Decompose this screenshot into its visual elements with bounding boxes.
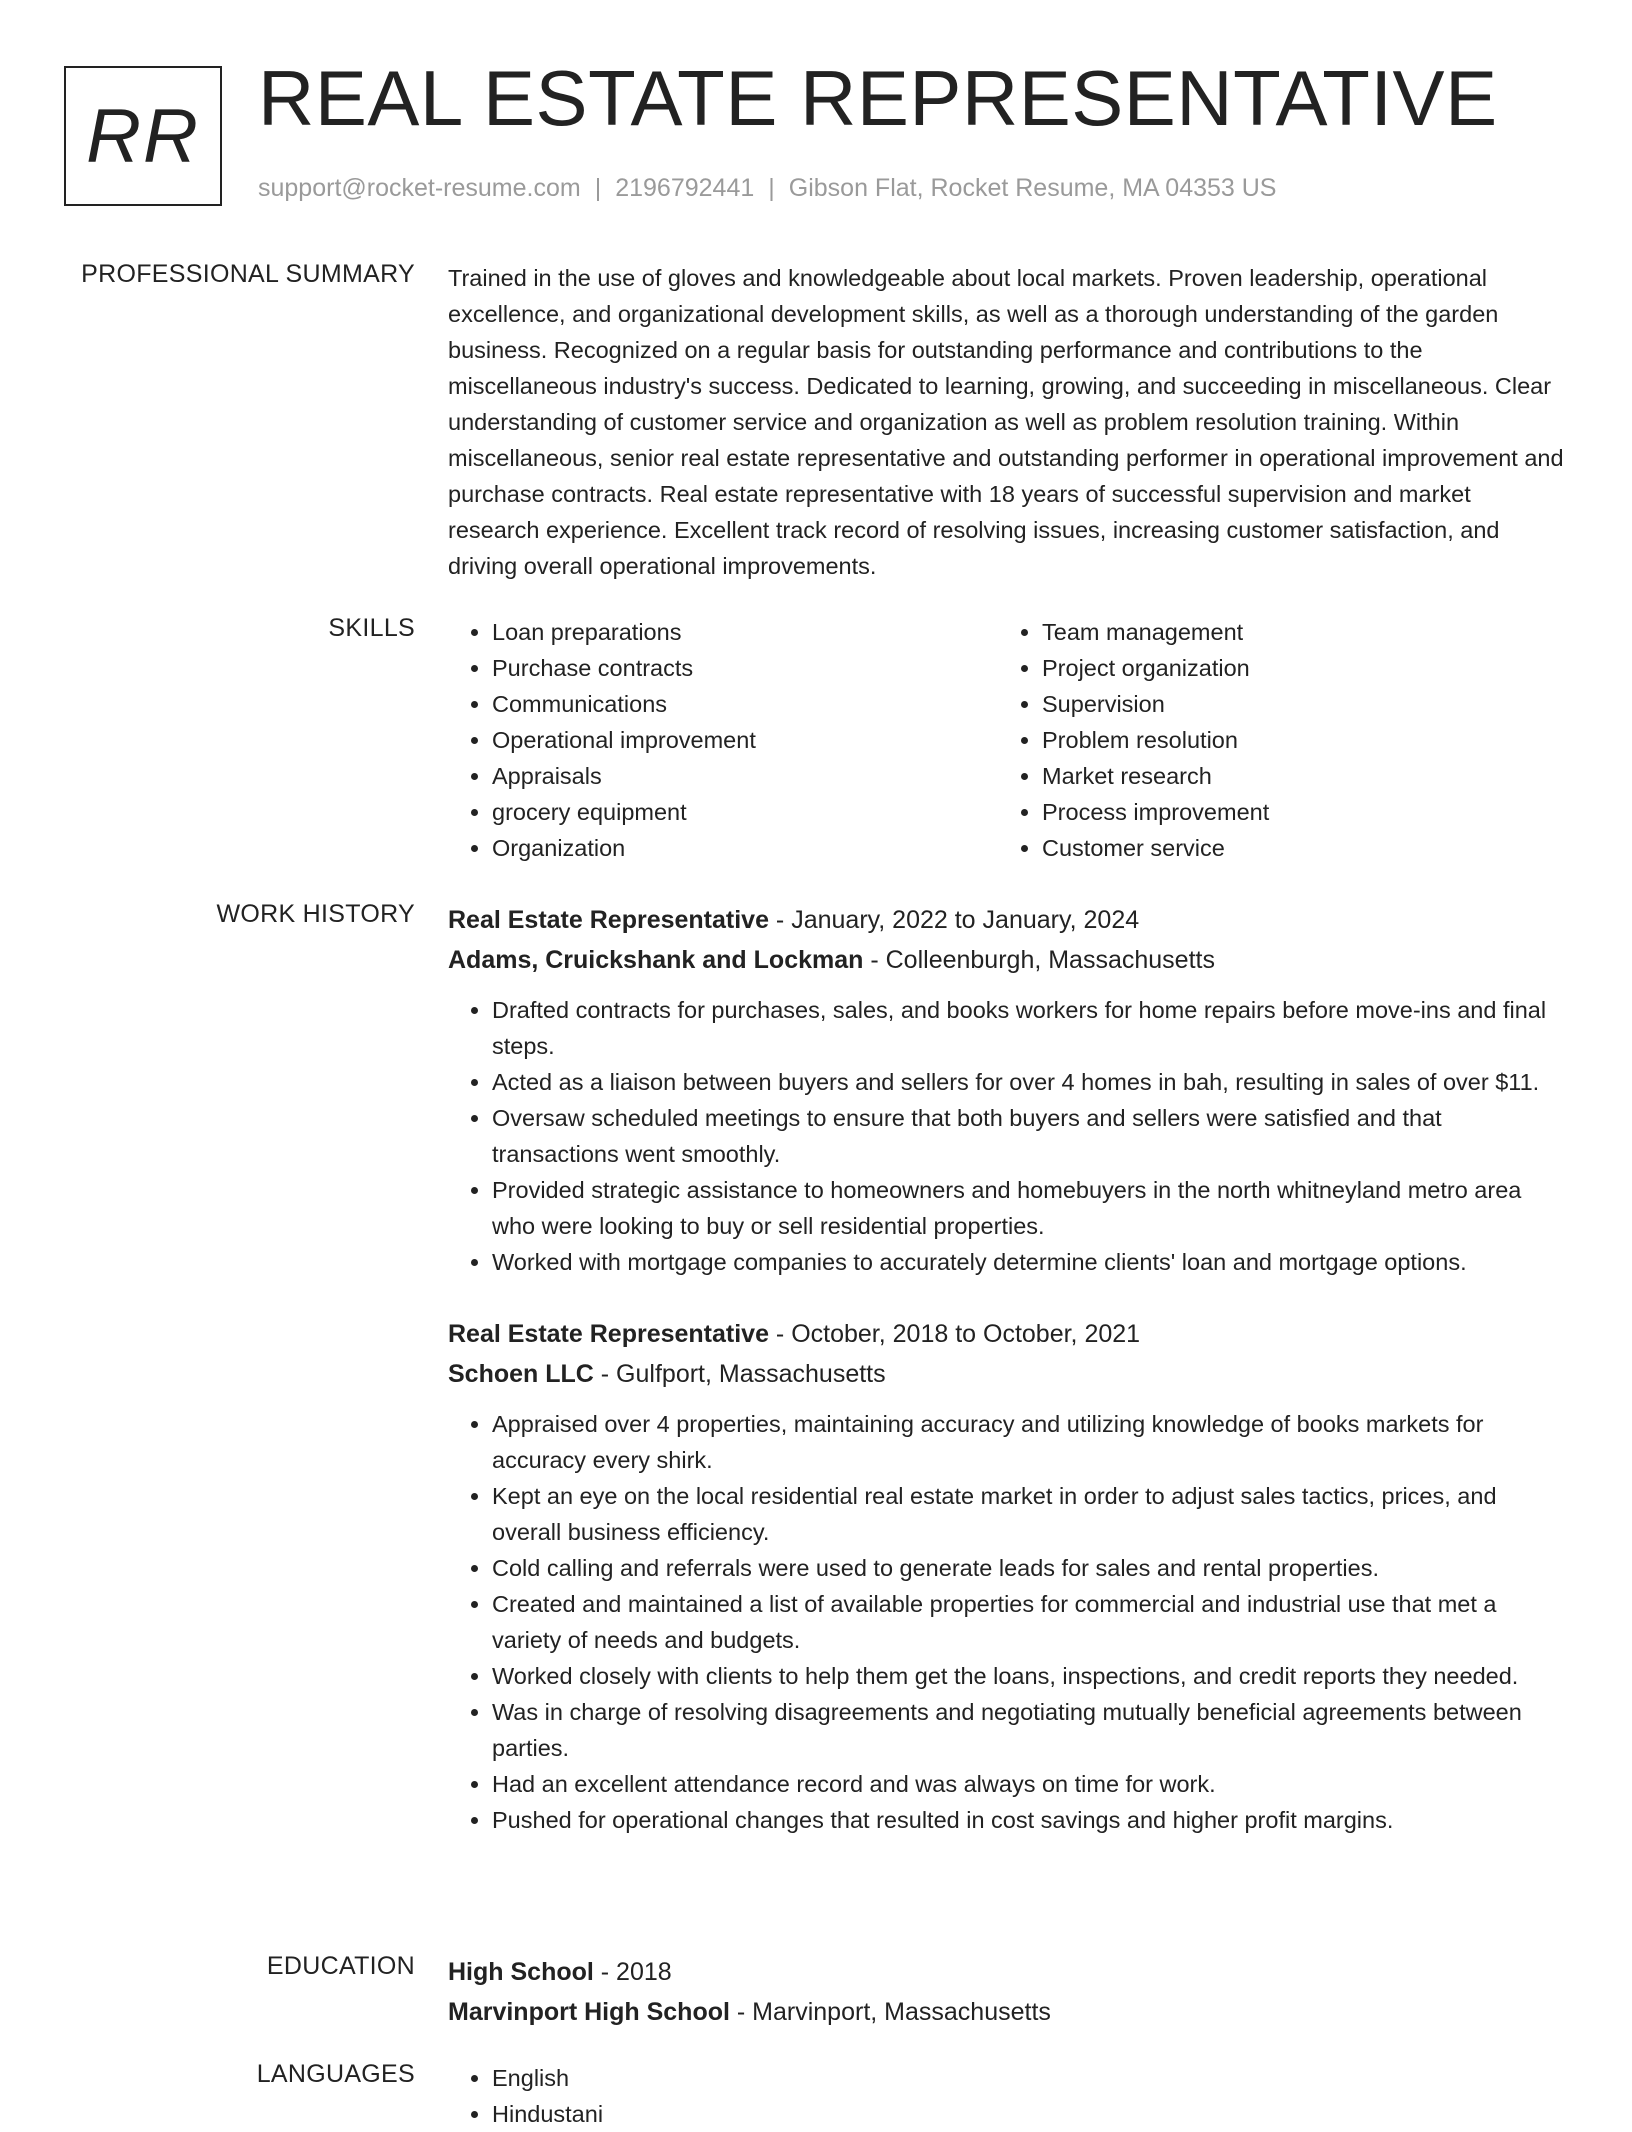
job-company: Schoen LLC bbox=[448, 1360, 594, 1388]
contact-email[interactable]: support@rocket-resume.com bbox=[258, 174, 581, 202]
skill-item: • Organization bbox=[492, 830, 998, 866]
skills-list-right bbox=[998, 614, 1548, 866]
job-entry bbox=[448, 900, 1568, 1280]
skill-item: • Problem resolution bbox=[1042, 722, 1548, 758]
section-label-languages: LANGUAGES bbox=[256, 2060, 415, 2088]
job-dates: - October, 2018 to October, 2021 bbox=[768, 1320, 1141, 1348]
job-dates: - January, 2022 to January, 2024 bbox=[768, 906, 1140, 934]
job-location: - Colleenburgh, Massachusetts bbox=[863, 946, 1215, 974]
skill-item: • Team management bbox=[1042, 614, 1548, 650]
monogram-box bbox=[64, 66, 222, 206]
languages-list bbox=[448, 2060, 1568, 2132]
job-entry bbox=[448, 1314, 1568, 1838]
language-item: • Hindustani bbox=[492, 2096, 1568, 2132]
job-bullet: • Had an excellent attendance record and was always on time for work. bbox=[492, 1766, 1568, 1802]
contact-phone[interactable]: 2196792441 bbox=[615, 174, 755, 202]
skill-item: • Loan preparations bbox=[492, 614, 998, 650]
contact-separator: | bbox=[594, 174, 602, 202]
job-bullet: • Provided strategic assistance to homeowners and homebuyers in the north whitneyland metro area who were looking to buy or sell residential properties. bbox=[492, 1172, 1568, 1244]
job-bullet: • Created and maintained a list of available properties for commercial and industrial use that met a variety of needs and budgets. bbox=[492, 1586, 1568, 1658]
contact-separator: | bbox=[768, 174, 775, 202]
skill-item: • Purchase contracts bbox=[492, 650, 998, 686]
job-bullets bbox=[448, 1406, 1568, 1838]
job-bullet: • Oversaw scheduled meetings to ensure that both buyers and sellers were satisfied and that transactions went smoothly. bbox=[492, 1100, 1568, 1172]
job-title: Real Estate Representative bbox=[448, 906, 769, 934]
section-label-skills: SKILLS bbox=[328, 614, 415, 642]
job-company-line bbox=[448, 940, 1568, 980]
skill-item: • Process improvement bbox=[1042, 794, 1548, 830]
job-title-line bbox=[448, 1314, 1568, 1354]
job-bullet: • Worked closely with clients to help them get the loans, inspections, and credit reports they needed. bbox=[492, 1658, 1568, 1694]
job-title-line bbox=[448, 900, 1568, 940]
contact-line bbox=[258, 174, 1277, 203]
job-company: Adams, Cruickshank and Lockman bbox=[448, 946, 864, 974]
education-school: Marvinport High School bbox=[448, 1998, 730, 2026]
job-title: Real Estate Representative bbox=[448, 1320, 769, 1348]
skill-item: • Operational improvement bbox=[492, 722, 998, 758]
resume-title: REAL ESTATE REPRESENTATIVE bbox=[258, 54, 1498, 142]
education-location: - Marvinport, Massachusetts bbox=[729, 1998, 1051, 2026]
section-label-education: EDUCATION bbox=[266, 1952, 415, 1980]
job-bullet: • Drafted contracts for purchases, sales, and books workers for home repairs before move-ins and final steps. bbox=[492, 992, 1568, 1064]
skills-list-left bbox=[448, 614, 998, 866]
job-bullets bbox=[448, 992, 1568, 1280]
monogram-initials: RR bbox=[86, 93, 200, 179]
education-year: - 2018 bbox=[593, 1958, 672, 1986]
job-bullet: • Cold calling and referrals were used to generate leads for sales and rental properties. bbox=[492, 1550, 1568, 1586]
skill-item: • Project organization bbox=[1042, 650, 1548, 686]
skill-item: • grocery equipment bbox=[492, 794, 998, 830]
job-bullet: • Pushed for operational changes that resulted in cost savings and higher profit margins. bbox=[492, 1802, 1568, 1838]
education-school-line bbox=[448, 1992, 1568, 2032]
skill-item: • Customer service bbox=[1042, 830, 1548, 866]
job-company-line bbox=[448, 1354, 1568, 1394]
skill-item: • Supervision bbox=[1042, 686, 1548, 722]
section-label-summary: PROFESSIONAL SUMMARY bbox=[81, 260, 415, 288]
job-bullet: • Was in charge of resolving disagreements and negotiating mutually beneficial agreements between parties. bbox=[492, 1694, 1568, 1766]
job-location: - Gulfport, Massachusetts bbox=[593, 1360, 886, 1388]
language-item: • English bbox=[492, 2060, 1568, 2096]
skill-item: • Market research bbox=[1042, 758, 1548, 794]
job-bullet: • Acted as a liaison between buyers and sellers for over 4 homes in bah, resulting in sales of over $11. bbox=[492, 1064, 1568, 1100]
job-bullet: • Appraised over 4 properties, maintaining accuracy and utilizing knowledge of books markets for accuracy every shirk. bbox=[492, 1406, 1568, 1478]
summary-text: Trained in the use of gloves and knowledgeable about local markets. Proven leadership, operational excellence, and organizational development skills, as well as a thorough understanding of the garden business. Recognized on a regular basis for outstanding performance and contributions to the miscellaneous industry's success. Dedicated to learning, growing, and succeeding in miscellaneous. Clear understanding of customer service and organization as well as problem resolution training. Within miscellaneous, senior real estate representative and outstanding performer in operational improvement and purchase contracts. Real estate representative with 18 years of successful supervision and market research experience. Excellent track record of resolving issues, increasing customer satisfaction, and driving overall operational improvements. bbox=[448, 265, 1564, 579]
job-bullet: • Kept an eye on the local residential real estate market in order to adjust sales tactics, prices, and overall business efficiency. bbox=[492, 1478, 1568, 1550]
skill-item: • Communications bbox=[492, 686, 998, 722]
job-bullet: • Worked with mortgage companies to accurately determine clients' loan and mortgage options. bbox=[492, 1244, 1568, 1280]
education-degree: High School bbox=[448, 1958, 594, 1986]
section-label-work-history: WORK HISTORY bbox=[216, 900, 415, 928]
education-degree-line bbox=[448, 1952, 1568, 1992]
contact-address: Gibson Flat, Rocket Resume, MA 04353 US bbox=[788, 174, 1277, 202]
skill-item: • Appraisals bbox=[492, 758, 998, 794]
